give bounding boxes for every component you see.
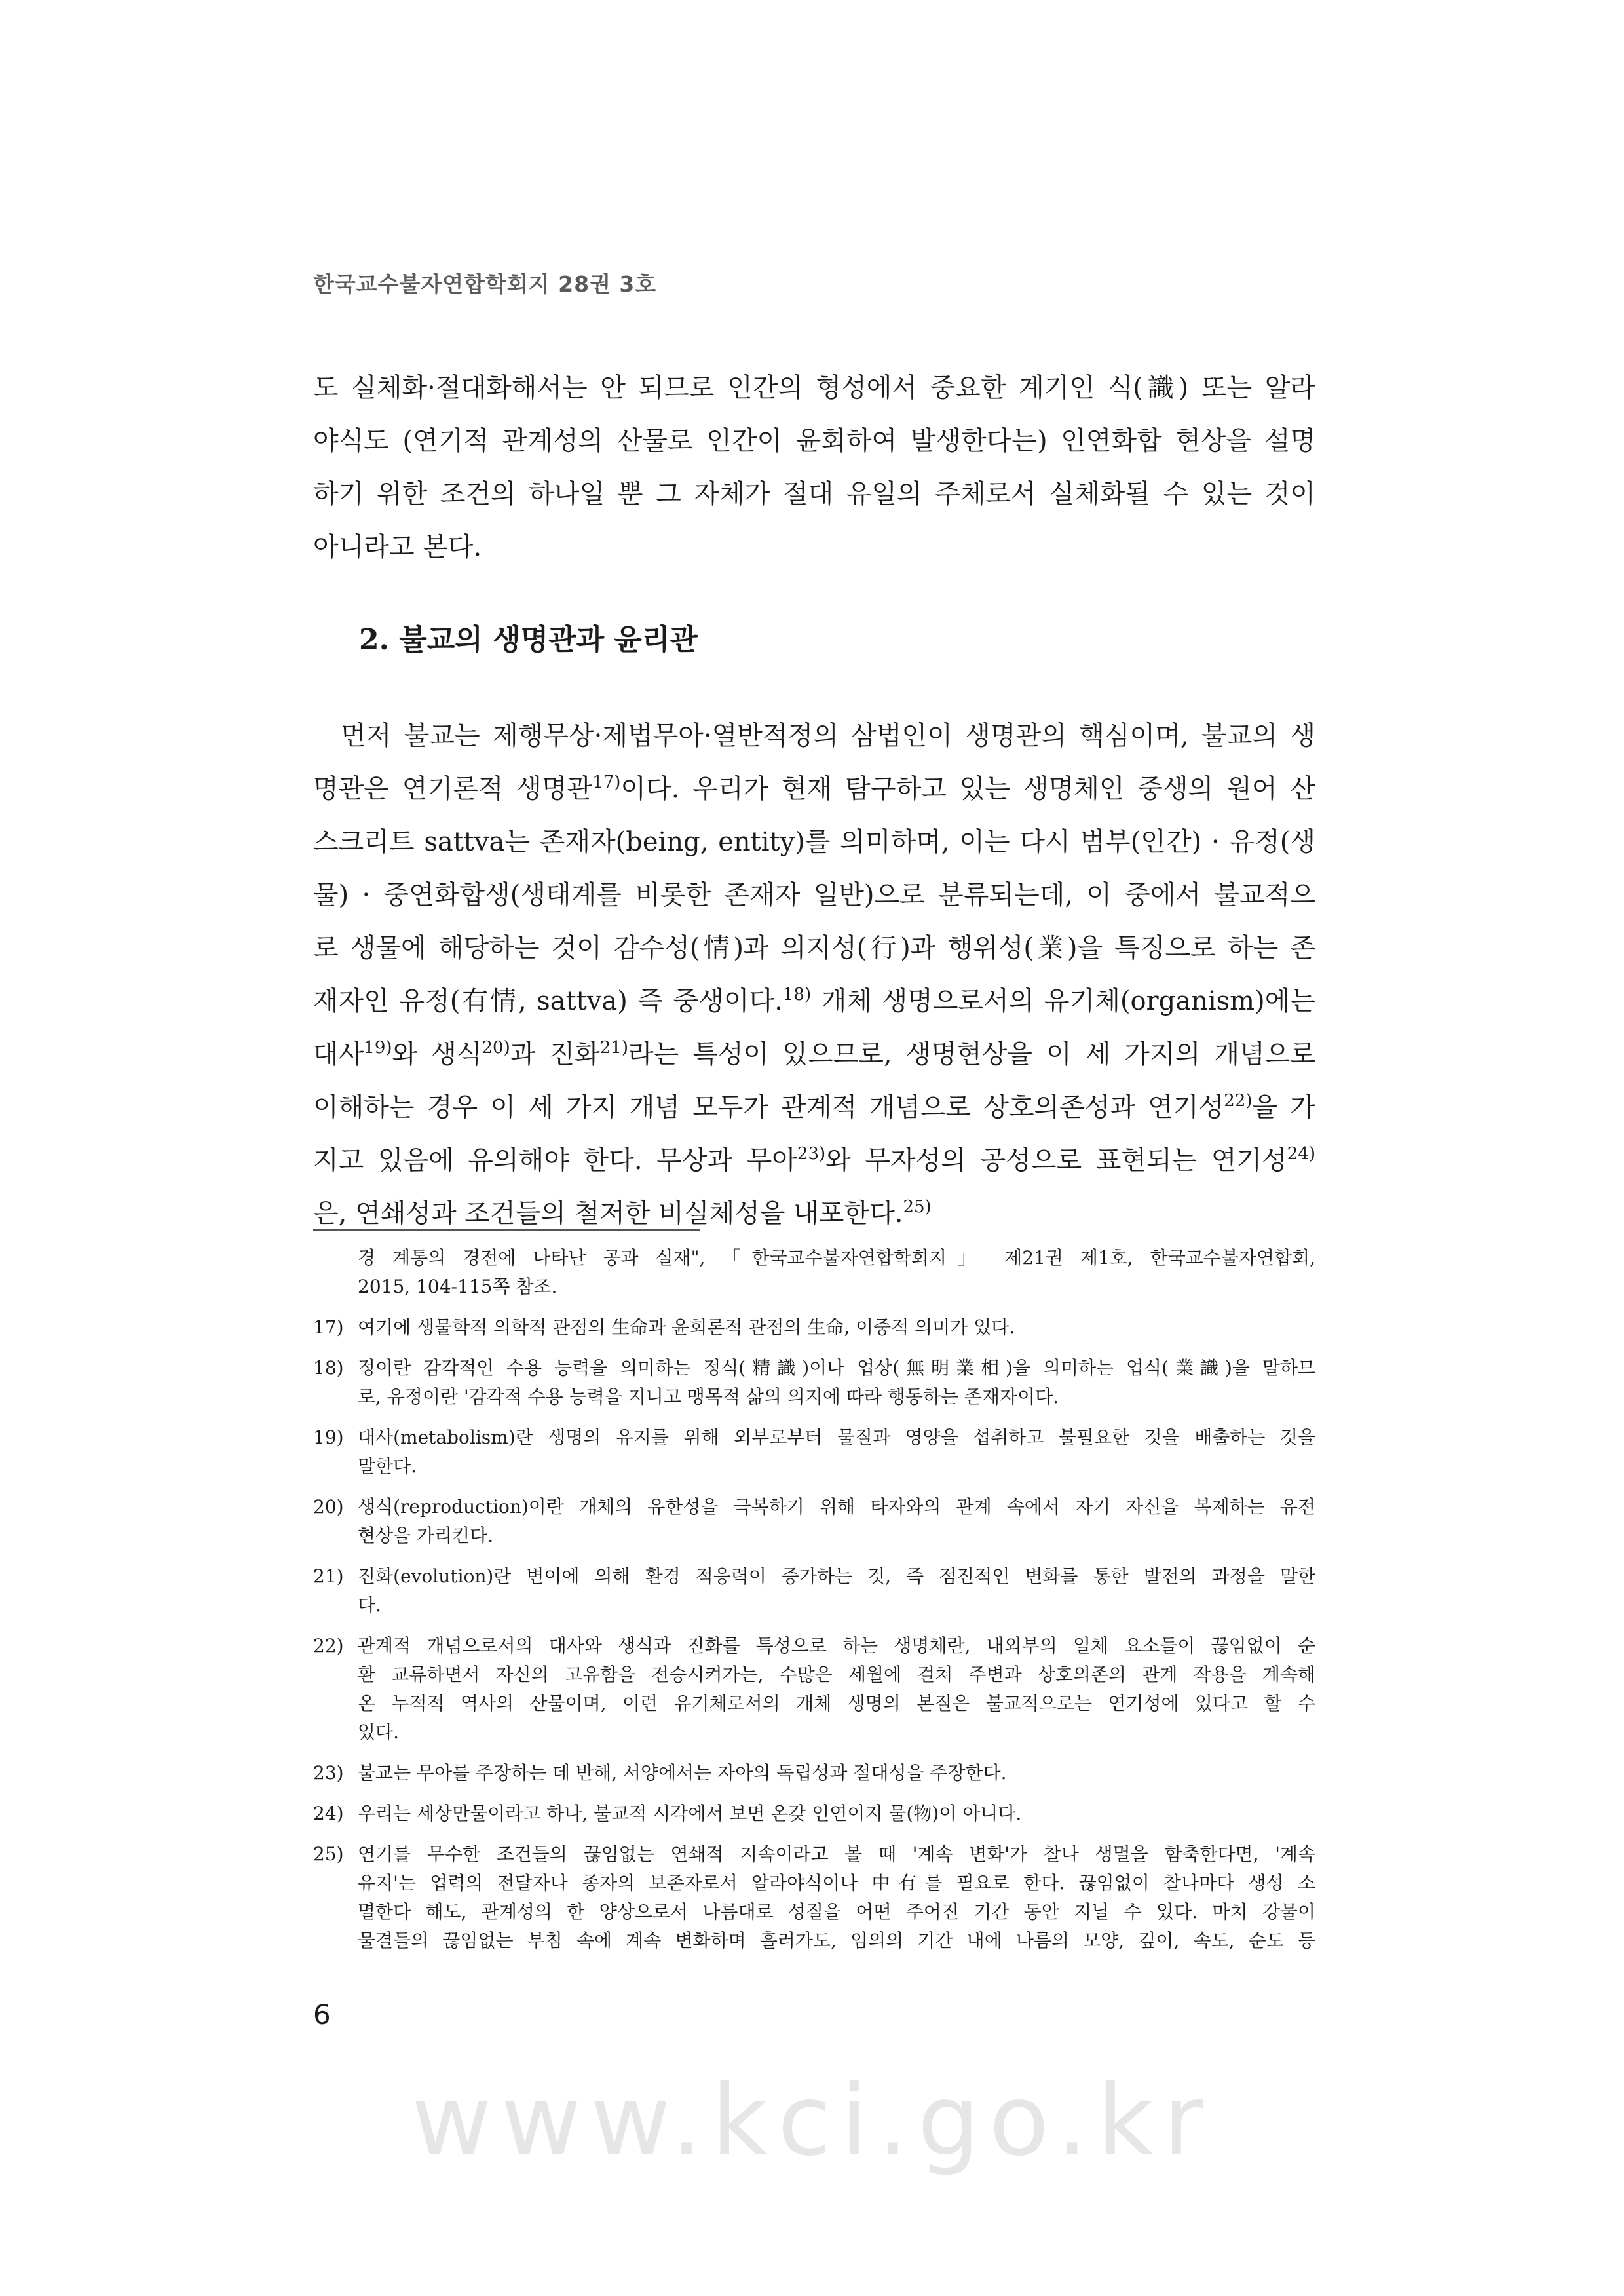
footnote — [313, 1840, 1315, 1955]
paragraph-main — [313, 710, 1315, 1240]
footnote-line: 여기에 생물학적 의학적 관점의 生命과 윤회론적 관점의 生命, 이중적 의미가 있다. — [358, 1316, 1015, 1338]
text-line: 하기 위한 조건의 하나일 뿐 그 자체가 절대 유일의 주체로서 실체화될 수 있는 것이 — [313, 479, 1315, 509]
text-line: 아니라고 본다. — [313, 532, 482, 562]
footnote-line: 환 교류하면서 자신의 고유함을 전승시켜가는, 수많은 세월에 걸쳐 주변과 상호의존의 관계 작용을 계속해 — [358, 1664, 1315, 1685]
footnote-line: 경 계통의 경전에 나타난 공과 실재", 「한국교수불자연합학회지」 제21권 제1호, 한국교수불자연합회, — [358, 1247, 1315, 1269]
footnote-number: 23) — [313, 1762, 344, 1784]
footnote-line: 로, 유정이란 '감각적 수용 능력을 지니고 맹목적 삶의 의지에 따라 행동하는 존재자이다. — [358, 1386, 1059, 1407]
footnote-number: 17) — [313, 1316, 344, 1338]
footnote-ref-19[interactable]: 19) — [364, 1038, 392, 1058]
footnote-number: 24) — [313, 1803, 344, 1824]
footnote-line: 불교는 무아를 주장하는 데 반해, 서양에서는 자아의 독립성과 절대성을 주장한다. — [358, 1762, 1007, 1784]
footnote-line: 우리는 세상만물이라고 하나, 불교적 시각에서 보면 온갖 인연이지 물(物)이 아니다. — [358, 1803, 1022, 1824]
footnote — [313, 1759, 1315, 1788]
footnote-line: 있다. — [358, 1721, 399, 1743]
footnote-divider — [313, 1229, 700, 1231]
footnote-line: 관계적 개념으로서의 대사와 생식과 진화를 특성으로 하는 생명체란, 내외부의 일체 요소들이 끊임없이 순 — [358, 1635, 1315, 1656]
footnote-text — [358, 1562, 1315, 1620]
footnote-text — [358, 1313, 1315, 1342]
footnote-ref-24[interactable]: 24) — [1287, 1144, 1315, 1164]
footnote-number: 20) — [313, 1496, 344, 1518]
footnote-text — [358, 1354, 1315, 1411]
text-run: 개체 생명으로서의 유기체(organism)에는 — [811, 986, 1316, 1016]
footnote-text — [358, 1759, 1315, 1788]
footnote — [313, 1493, 1315, 1550]
footnote-number: 22) — [313, 1635, 344, 1656]
paragraph-continuation — [313, 362, 1315, 574]
text-run: 이다. 우리가 현재 탐구하고 있는 생명체인 중생의 원어 산 — [620, 774, 1315, 804]
footnote-line: 온 누적적 역사의 산물이며, 이런 유기체로서의 개체 생명의 본질은 불교적으로는 연기성에 있다고 할 수 — [358, 1693, 1315, 1714]
running-head: 한국교수불자연합학회지 28권 3호 — [313, 271, 657, 297]
footnote-ref-22[interactable]: 22) — [1224, 1091, 1253, 1111]
text-run: 명관은 연기론적 생명관 — [313, 774, 593, 804]
text-run: 과 진화 — [510, 1039, 600, 1069]
text-run: 대사 — [313, 1039, 364, 1069]
text-line: 먼저 불교는 제행무상·제법무아·열반적정의 삼법인이 생명관의 핵심이며, 불교의 생 — [341, 721, 1315, 751]
footnote — [313, 1799, 1315, 1828]
footnote-line: 연기를 무수한 조건들의 끊임없는 연쇄적 지속이라고 볼 때 '계속 변화'가 찰나 생멸을 함축한다면, '계속 — [358, 1843, 1315, 1865]
footnote-line: 다. — [358, 1594, 381, 1616]
text-line: 스크리트 sattva는 존재자(being, entity)를 의미하며, 이는 다시 범부(인간) · 유정(생 — [313, 827, 1315, 857]
text-line — [313, 763, 1315, 816]
text-run: 와 생식 — [392, 1039, 482, 1069]
footnote-line: 말한다. — [358, 1455, 417, 1477]
text-line — [313, 975, 1315, 1028]
footnote-line: 생식(reproduction)이란 개체의 유한성을 극복하기 위해 타자와의 관계 속에서 자기 자신을 복제하는 유전 — [358, 1496, 1315, 1518]
footnote — [313, 1313, 1315, 1342]
text-run: 은, 연쇄성과 조건들의 철저한 비실체성을 내포한다. — [313, 1198, 903, 1229]
footnote-line: 진화(evolution)란 변이에 의해 환경 적응력이 증가하는 것, 즉 점진적인 변화를 통한 발전의 과정을 말한 — [358, 1565, 1315, 1587]
text-line: 물) · 중연화합생(생태계를 비롯한 존재자 일반)으로 분류되는데, 이 중에서 불교적으 — [313, 880, 1315, 910]
text-run: 재자인 유정(有情, sattva) 즉 중생이다. — [313, 986, 783, 1016]
footnote-line: 멸한다 해도, 관계성의 한 양상으로서 나름대로 성질을 어떤 주어진 기간 동안 지닐 수 있다. 마치 강물이 — [358, 1901, 1315, 1923]
footnote-number: 21) — [313, 1565, 344, 1587]
page-number: 6 — [313, 1999, 331, 2031]
text-line: 도 실체화·절대화해서는 안 되므로 인간의 형성에서 중요한 계기인 식(識) 또는 알라 — [313, 373, 1315, 403]
footnote-ref-18[interactable]: 18) — [782, 985, 812, 1004]
text-run: 지고 있음에 유의해야 한다. 무상과 무아 — [313, 1145, 797, 1176]
footnote-number: 25) — [313, 1843, 344, 1865]
footnote-ref-21[interactable]: 21) — [599, 1038, 628, 1058]
footnote-number: 18) — [313, 1357, 344, 1379]
footnote-ref-25[interactable]: 25) — [903, 1197, 932, 1217]
section-heading: 2. 불교의 생명관과 윤리관 — [359, 623, 698, 657]
footnote-list — [313, 1313, 1315, 1955]
text-line: 야식도 (연기적 관계성의 산물로 인간이 윤회하여 발생한다는) 인연화합 현상을 설명 — [313, 426, 1315, 456]
text-run: 을 가 — [1252, 1092, 1315, 1122]
footnote-line: 물결들의 끊임없는 부침 속에 계속 변화하며 흘러가도, 임의의 기간 내에 나름의 모양, 깊이, 속도, 순도 등 — [358, 1930, 1315, 1951]
footnote-ref-17[interactable]: 17) — [592, 773, 621, 792]
text-run: 이해하는 경우 이 세 가지 개념 모두가 관계적 개념으로 상호의존성과 연기성 — [313, 1092, 1224, 1122]
text-line: 로 생물에 해당하는 것이 감수성(情)과 의지성(行)과 행위성(業)을 특징으로 하는 존 — [313, 933, 1315, 963]
footnote-text — [358, 1840, 1315, 1955]
footnote-number: 19) — [313, 1426, 344, 1448]
text-line — [313, 1028, 1315, 1081]
text-line — [313, 1187, 1315, 1240]
text-run: 와 무자성의 공성으로 표현되는 연기성 — [825, 1145, 1287, 1176]
footnote-ref-23[interactable]: 23) — [797, 1144, 826, 1164]
footnote-text — [358, 1632, 1315, 1747]
footnote — [313, 1632, 1315, 1747]
footnote-line: 유지'는 업력의 전달자나 종자의 보존자로서 알라야식이나 中有를 필요로 한다. 끊임없이 찰나마다 생성 소 — [358, 1872, 1316, 1894]
footnote-text — [358, 1423, 1315, 1481]
footnote-ref-20[interactable]: 20) — [482, 1038, 510, 1058]
footnote — [313, 1423, 1315, 1481]
footnote-text — [313, 1244, 1315, 1301]
text-line — [313, 1134, 1315, 1187]
text-line — [313, 1081, 1315, 1134]
footnote-line: 2015, 104-115쪽 참조. — [358, 1276, 557, 1297]
footnote — [313, 1562, 1315, 1620]
text-run: 라는 특성이 있으므로, 생명현상을 이 세 가지의 개념으로 — [628, 1039, 1315, 1069]
footnote-text — [358, 1799, 1315, 1828]
footnote-line: 대사(metabolism)란 생명의 유지를 위해 외부로부터 물질과 영양을 섭취하고 불필요한 것을 배출하는 것을 — [358, 1426, 1315, 1448]
footnote-continuation — [313, 1244, 1315, 1301]
footnote-line: 현상을 가리킨다. — [358, 1525, 494, 1546]
footnote — [313, 1354, 1315, 1411]
footnotes — [313, 1244, 1315, 1967]
watermark: www.kci.go.kr — [411, 2064, 1213, 2178]
footnote-line: 정이란 감각적인 수용 능력을 의미하는 정식(精識)이나 업상(無明業相)을 의미하는 업식(業識)을 말하므 — [358, 1357, 1315, 1379]
footnote-text — [358, 1493, 1315, 1550]
